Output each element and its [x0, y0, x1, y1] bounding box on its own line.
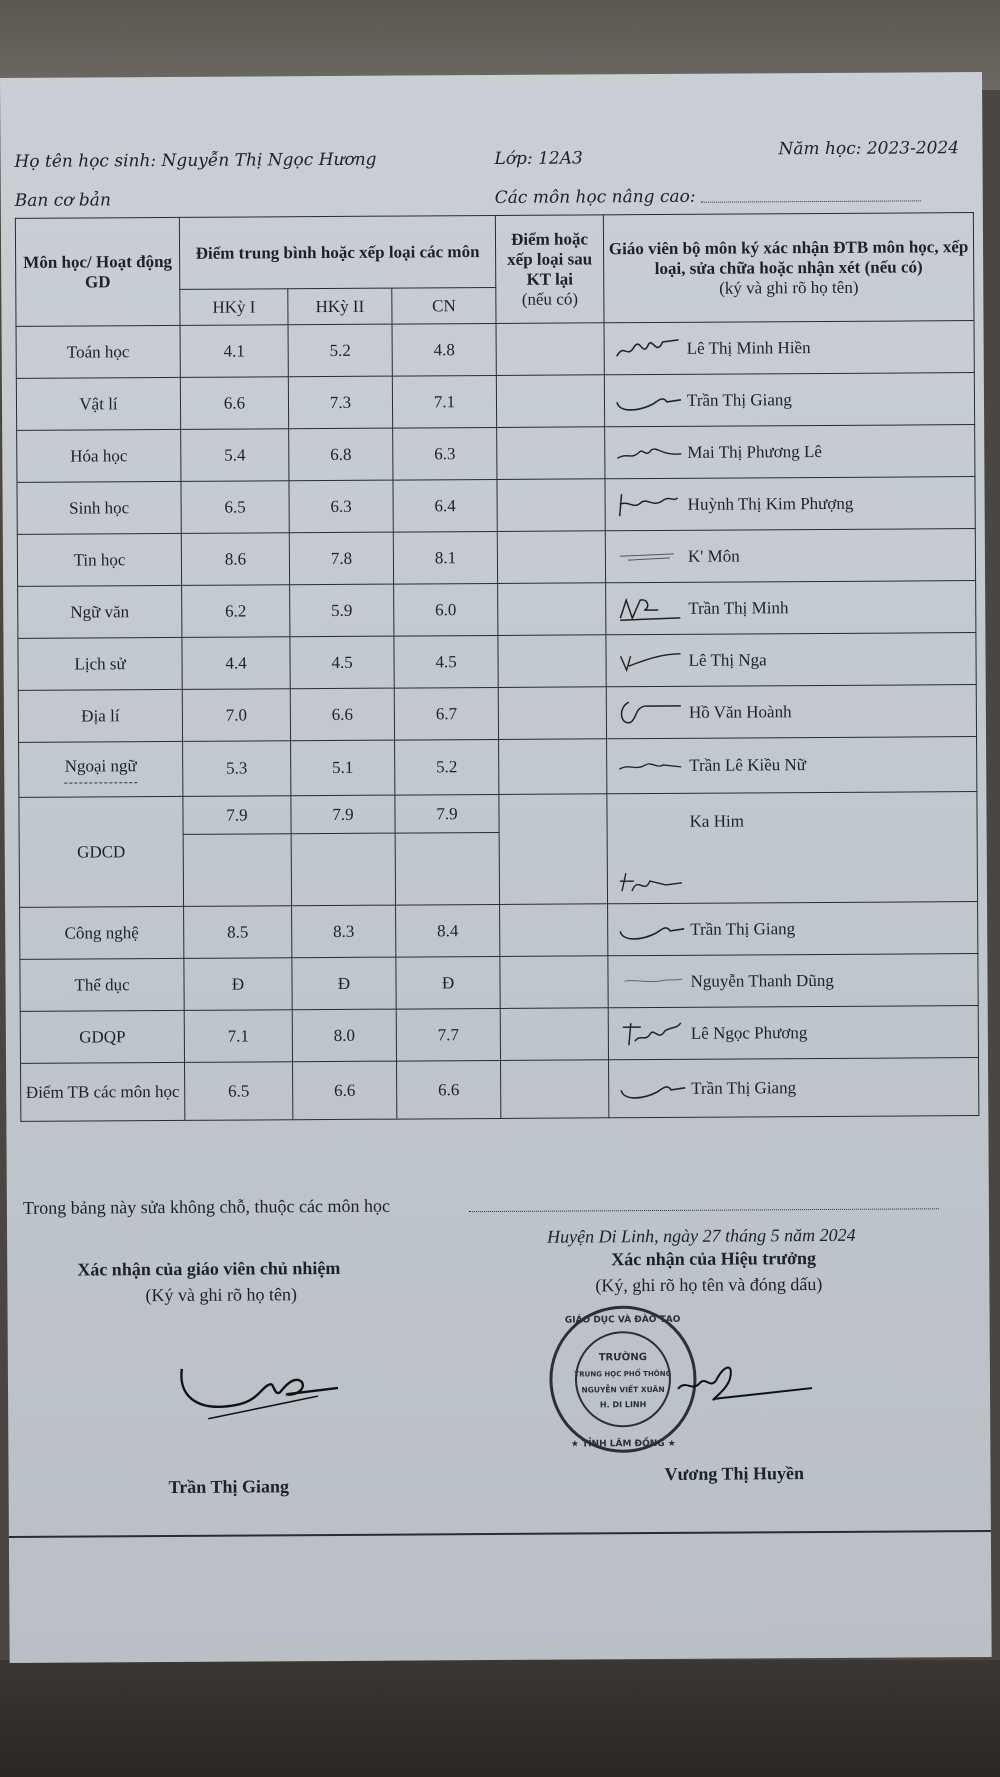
teacher-name: K' Môn [687, 545, 740, 566]
principal-note: (Ký, ghi rõ họ tên và đóng dấu) [595, 1273, 823, 1296]
table-row [16, 321, 974, 379]
hk2-cell-empty [291, 833, 395, 906]
retest-cell [500, 1008, 608, 1061]
teacher-cell [609, 1058, 979, 1118]
hk1-cell: 7.9 [183, 796, 291, 835]
student-name: Nguyễn Thị Ngọc Hương [161, 149, 377, 172]
retest-cell [496, 323, 604, 376]
signature-icon [614, 593, 684, 623]
cn-cell: Đ [396, 956, 500, 1009]
school-year-value: 2023-2024 [866, 138, 960, 159]
table-row [20, 954, 978, 1012]
col-retest-note: (nếu có) [521, 288, 579, 309]
table-row [18, 685, 976, 743]
signature-icon [614, 489, 684, 519]
signature-icon [617, 1073, 687, 1103]
cn-cell: 8.1 [393, 531, 497, 584]
hk2-cell: 7.9 [291, 795, 395, 834]
hk1-cell: 5.3 [183, 741, 291, 797]
teacher-cell [606, 581, 976, 635]
col-retest-title: Điểm hoặc xếp loại sau KT lại [507, 228, 593, 289]
cn-cell: 4.5 [394, 635, 498, 688]
table-row [18, 633, 976, 691]
school-year-line [778, 138, 959, 159]
corrections-blank [469, 1208, 939, 1212]
hk1-cell: 4.4 [182, 637, 290, 690]
signature-icon [616, 914, 686, 944]
hk2-cell: 8.0 [292, 1009, 396, 1062]
teacher-name: Hồ Văn Hoành [688, 701, 792, 722]
grades-table [15, 212, 980, 1122]
retest-cell [500, 904, 608, 957]
teacher-name: Trần Thị Giang [690, 918, 796, 939]
signature-icon [615, 645, 685, 675]
hk2-cell: 5.9 [290, 584, 394, 637]
col-teacher-header [603, 213, 974, 323]
teacher-cell [608, 902, 978, 956]
cn-cell: 6.6 [397, 1060, 501, 1119]
teacher-name: Lê Ngọc Phương [690, 1022, 808, 1043]
hk1-cell: 5.4 [181, 429, 289, 482]
homeroom-name: Trần Thị Giang [168, 1476, 290, 1497]
col-subject-header: Môn học/ Hoạt động GD [15, 217, 180, 326]
homeroom-signature-icon [178, 1356, 348, 1427]
table-row [17, 477, 975, 535]
hk2-cell: 7.8 [289, 532, 393, 585]
table-row [18, 581, 976, 639]
svg-text:NGUYỄN VIẾT XUÂN: NGUYỄN VIẾT XUÂN [581, 1384, 665, 1395]
teacher-name: Lê Thị Minh Hiền [686, 337, 811, 358]
principal-title: Xác nhận của Hiệu trưởng [611, 1248, 817, 1270]
subject-cell: Toán học [16, 325, 180, 378]
retest-cell [497, 479, 605, 532]
teacher-cell [605, 425, 975, 479]
teacher-cell [606, 685, 976, 739]
teacher-cell [604, 373, 974, 427]
teacher-name: Ka Him [689, 811, 744, 831]
retest-cell [499, 794, 608, 905]
corrections-note: Trong bảng này sửa không chỗ, thuộc các môn học [22, 1195, 390, 1218]
cn-cell: 6.3 [393, 427, 497, 480]
hk1-cell: 7.0 [182, 689, 290, 742]
col-teacher-title: Giáo viên bộ môn ký xác nhận ĐTB môn học, xếp loại, sửa chữa hoặc nhận xét (nếu có) [608, 236, 969, 278]
subject-cell: Ngữ văn [18, 585, 182, 638]
hk1-cell: 8.6 [181, 533, 289, 586]
svg-text:TRƯỜNG: TRƯỜNG [598, 1352, 647, 1364]
retest-cell [501, 1060, 609, 1119]
subject-label: Ngoại ngữ [65, 756, 137, 783]
retest-cell [497, 531, 605, 584]
teacher-cell [608, 954, 978, 1008]
teacher-name: Mai Thị Phương Lê [687, 441, 822, 462]
teacher-cell [605, 477, 975, 531]
teacher-name: Lê Thị Nga [688, 649, 767, 670]
subject-cell: Tin học [17, 533, 181, 586]
report-card-page [0, 72, 992, 1663]
teacher-cell [607, 737, 977, 794]
school-year-label: Năm học: [778, 138, 862, 160]
subject-cell: GDCD [19, 796, 184, 907]
cn-cell: 7.1 [392, 375, 496, 428]
table-row [19, 792, 977, 836]
signature-icon [613, 333, 683, 363]
signature-icon [613, 385, 683, 415]
retest-cell [496, 375, 604, 428]
svg-text:GIÁO DỤC VÀ ĐÀO TẠO: GIÁO DỤC VÀ ĐÀO TẠO [564, 1314, 681, 1326]
hk1-cell: 6.5 [185, 1062, 293, 1121]
table-row [20, 1006, 978, 1064]
subject-cell: Hóa học [17, 429, 181, 482]
hk1-cell: 6.5 [181, 481, 289, 534]
track-label: Ban cơ bản [14, 190, 111, 211]
cn-cell: 6.4 [393, 479, 497, 532]
table-row [17, 529, 975, 587]
hk2-cell: 8.3 [292, 905, 396, 958]
class-line [494, 148, 582, 169]
col-teacher-note: (ký và ghi rõ họ tên) [719, 277, 859, 298]
subject-cell: Thể dục [20, 958, 184, 1011]
subject-cell: GDQP [20, 1010, 184, 1063]
homeroom-title: Xác nhận của giáo viên chủ nhiệm [77, 1257, 341, 1280]
hk1-cell: Đ [184, 958, 292, 1011]
teacher-cell [605, 529, 975, 583]
table-row [19, 737, 977, 798]
hk2-cell: 6.3 [289, 480, 393, 533]
advanced-subjects-blank [701, 200, 921, 202]
background-bottom [0, 1660, 1000, 1777]
cn-cell: 4.8 [392, 323, 496, 376]
teacher-name: Trần Lê Kiều Nữ [689, 755, 807, 775]
hk2-cell: 6.8 [289, 428, 393, 481]
principal-name: Vương Thị Huyền [664, 1463, 805, 1484]
hk2-cell: 4.5 [290, 636, 394, 689]
table-row [21, 1058, 979, 1122]
place-date: Huyện Di Linh, ngày 27 tháng 5 năm 2024 [547, 1224, 856, 1247]
student-label: Họ tên học sinh: [14, 151, 157, 172]
hk2-cell: 6.6 [293, 1061, 397, 1120]
student-line [14, 150, 376, 172]
teacher-cell [604, 321, 974, 375]
col-hk2-header: HKỳ II [288, 288, 392, 325]
table-row [17, 425, 975, 483]
cn-cell: 8.4 [396, 904, 500, 957]
hk1-cell: 6.6 [180, 377, 288, 430]
cn-cell: 5.2 [395, 739, 499, 795]
table-row [16, 373, 974, 431]
svg-text:TRUNG HỌC PHỔ THÔNG: TRUNG HỌC PHỔ THÔNG [574, 1369, 672, 1379]
class-value: 12A3 [537, 148, 583, 169]
signature-icon [613, 437, 683, 467]
teacher-cell [606, 633, 976, 687]
cn-cell-empty [395, 832, 499, 905]
principal-signature-icon [676, 1358, 816, 1409]
retest-cell [498, 583, 606, 636]
teacher-name: Trần Thị Minh [688, 597, 789, 618]
hk1-cell-empty [183, 834, 291, 907]
hk2-cell: 6.6 [290, 688, 394, 741]
subject-cell: Sinh học [17, 481, 181, 534]
retest-cell [498, 635, 606, 688]
class-label: Lớp: [494, 148, 533, 169]
teacher-cell [608, 1006, 978, 1060]
hk1-cell: 6.2 [182, 585, 290, 638]
hk1-cell: 4.1 [180, 325, 288, 378]
teacher-name: Nguyễn Thanh Dũng [690, 970, 834, 991]
subject-cell: Lịch sử [18, 637, 182, 690]
signature-icon [616, 867, 686, 897]
col-retest-header [495, 215, 604, 324]
hk2-cell: 5.1 [291, 740, 395, 796]
table-row [20, 902, 978, 960]
col-cn-header: CN [392, 287, 496, 324]
signature-icon [617, 1018, 687, 1048]
hk2-cell: 7.3 [288, 376, 392, 429]
subject-cell: Vật lí [16, 377, 180, 430]
cn-cell: 7.9 [395, 794, 499, 833]
col-average-header: Điểm trung bình hoặc xếp loại các môn [179, 215, 495, 289]
subject-cell: Địa lí [18, 689, 182, 742]
subject-cell: Điểm TB các môn học [21, 1062, 185, 1121]
advanced-subjects-label: Các môn học nâng cao: [494, 186, 696, 208]
signature-icon [615, 751, 685, 781]
signature-icon [616, 966, 686, 996]
hk1-cell: 7.1 [184, 1010, 292, 1063]
cn-cell: 6.0 [394, 583, 498, 636]
subject-cell: Công nghệ [20, 906, 184, 959]
svg-text:H. DI LINH: H. DI LINH [599, 1400, 647, 1410]
col-hk1-header: HKỳ I [180, 289, 288, 326]
retest-cell [499, 739, 607, 795]
teacher-cell [607, 792, 978, 904]
bottom-rule [9, 1530, 991, 1538]
signature-icon [615, 697, 685, 727]
retest-cell [500, 956, 608, 1009]
teacher-name: Trần Thị Giang [686, 389, 792, 410]
svg-text:★ TỈNH LÂM ĐỒNG ★: ★ TỈNH LÂM ĐỒNG ★ [570, 1438, 676, 1450]
hk2-cell: Đ [292, 957, 396, 1010]
hk1-cell: 8.5 [184, 906, 292, 959]
cn-cell: 7.7 [396, 1008, 500, 1061]
signature-icon [614, 541, 684, 571]
teacher-name: Huỳnh Thị Kim Phượng [687, 493, 854, 514]
subject-cell [19, 741, 183, 797]
retest-cell [497, 427, 605, 480]
homeroom-note: (Ký và ghi rõ họ tên) [145, 1284, 297, 1306]
hk2-cell: 5.2 [288, 324, 392, 377]
teacher-name: Trần Thị Giang [691, 1077, 797, 1098]
retest-cell [498, 687, 606, 740]
cn-cell: 6.7 [394, 687, 498, 740]
